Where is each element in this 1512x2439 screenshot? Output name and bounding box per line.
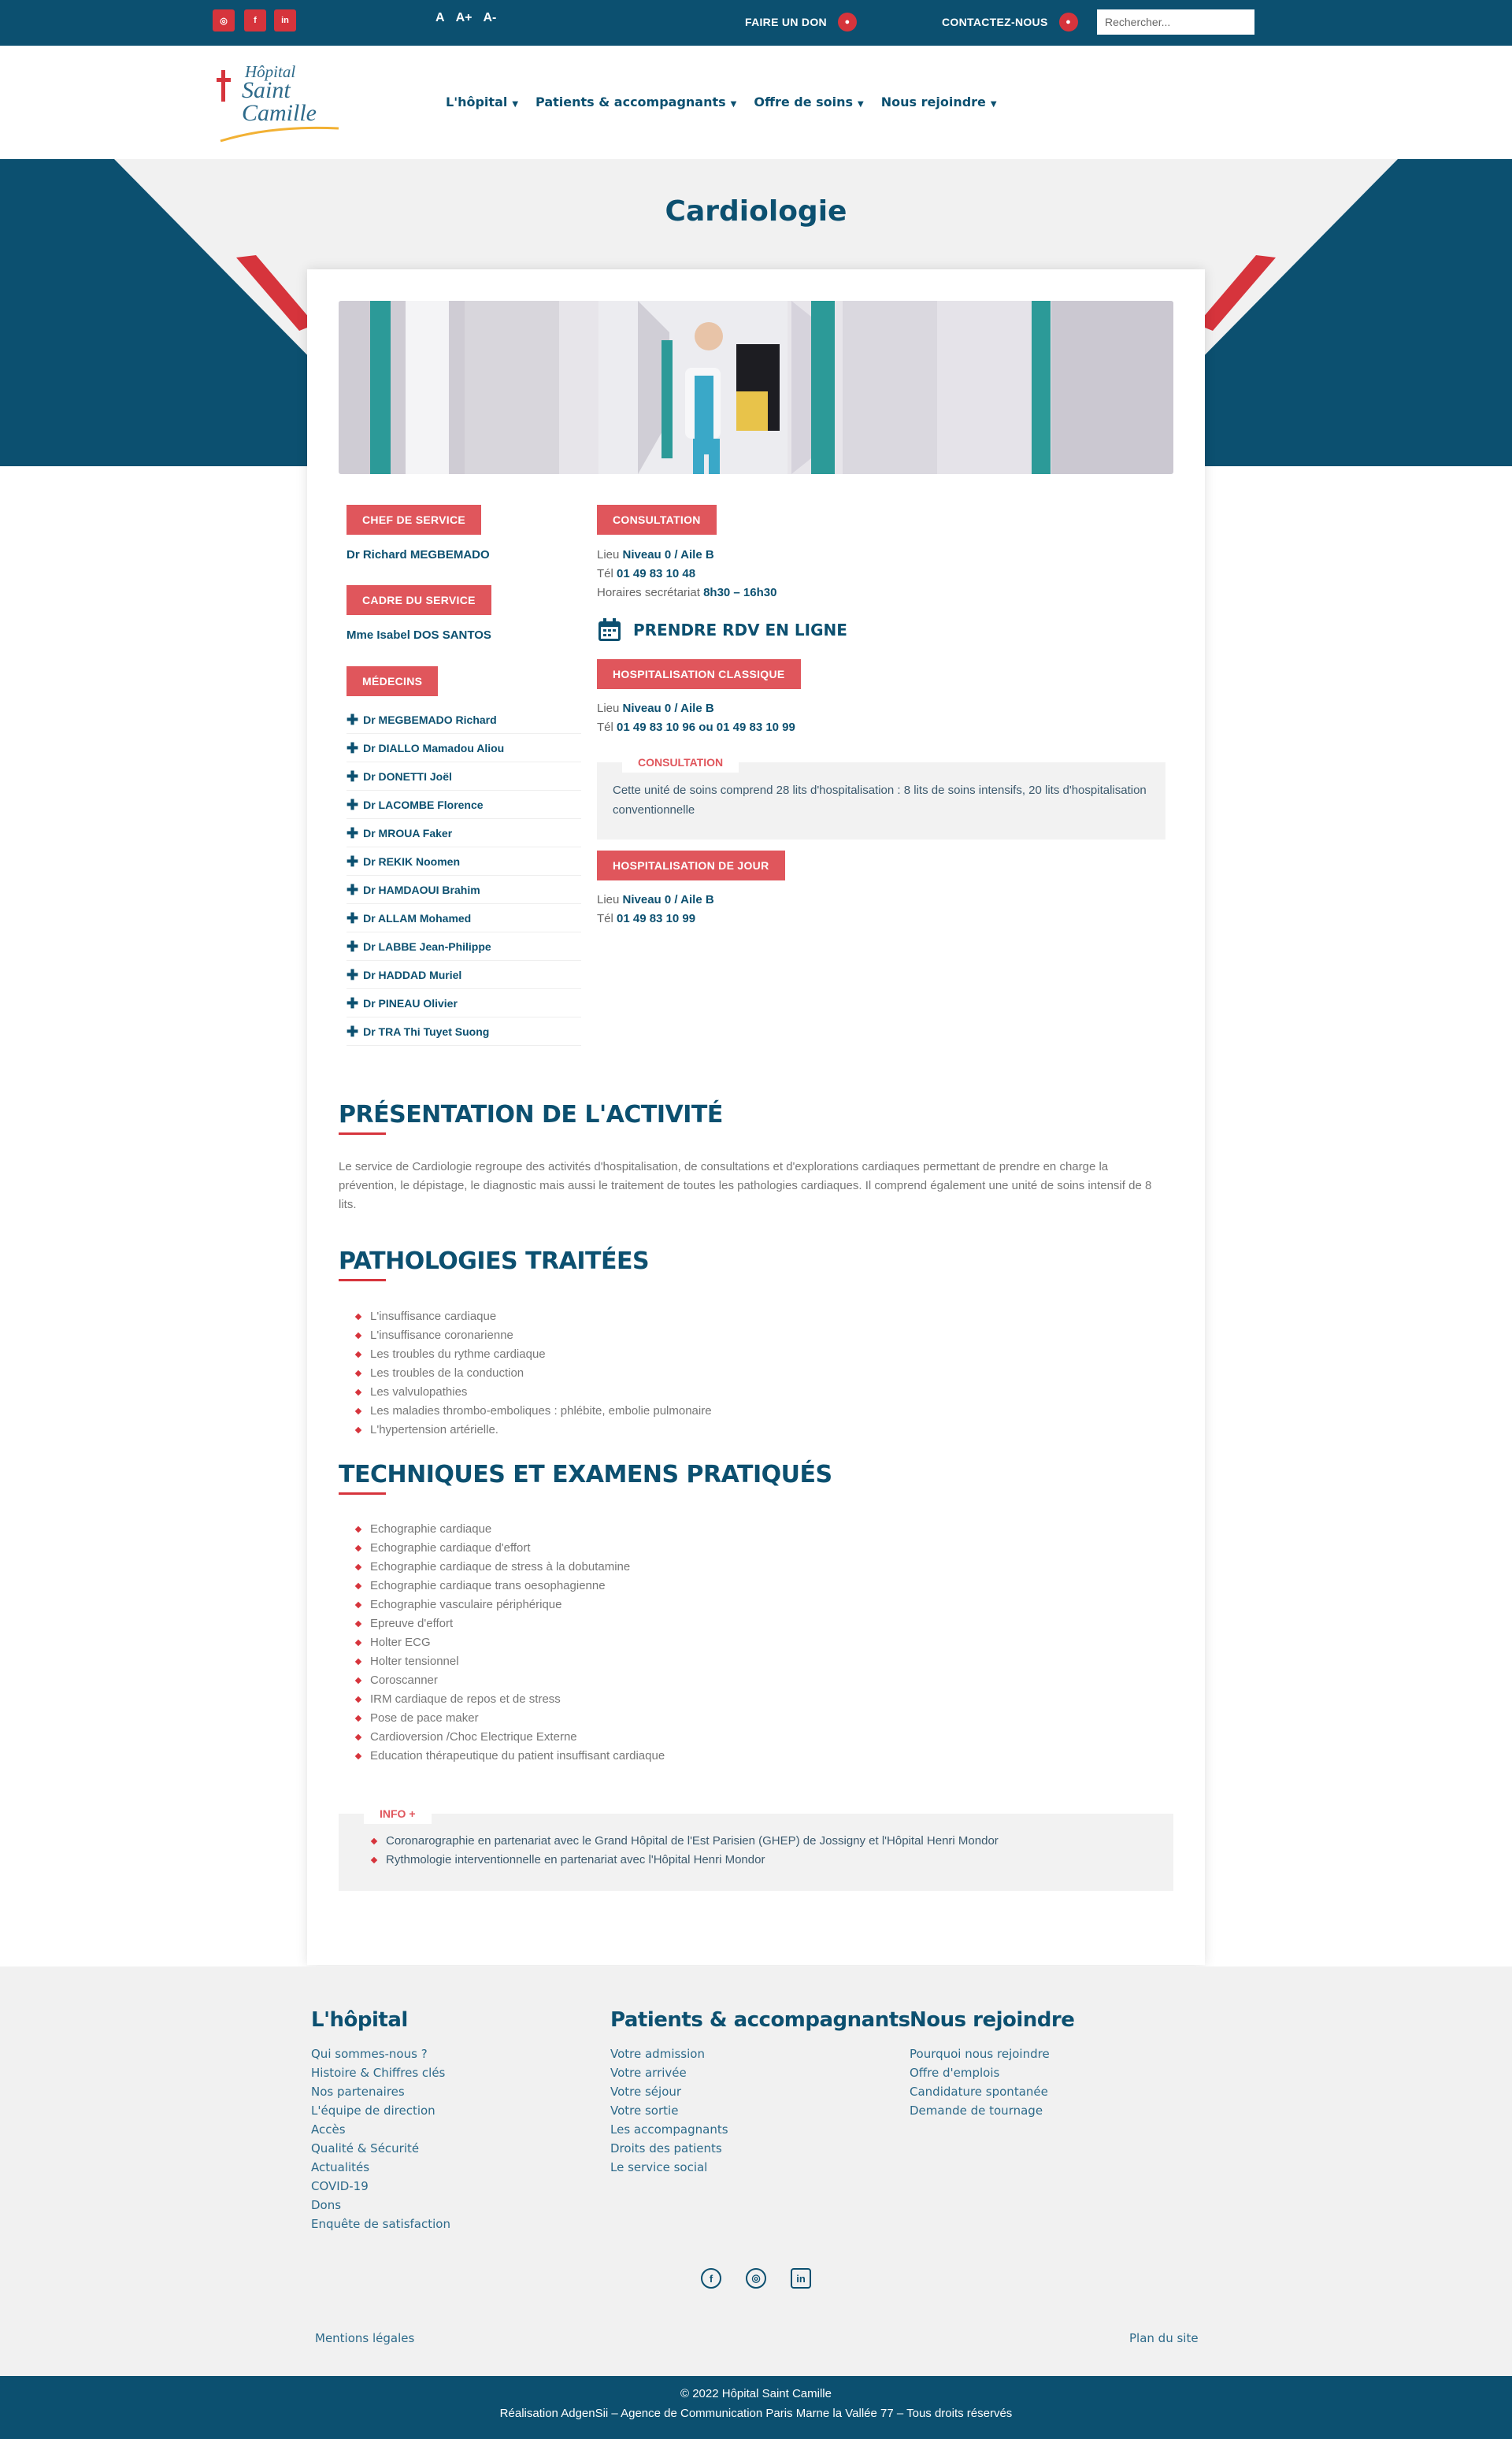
doctor-item[interactable]: ✚ Dr HAMDAOUI Brahim <box>346 876 581 904</box>
hospit-jour-badge: HOSPITALISATION DE JOUR <box>597 851 785 880</box>
top-bar <box>0 0 1512 46</box>
nav-hopital[interactable]: L'hôpital ▼ <box>446 95 519 109</box>
doctor-item[interactable]: ✚ Dr REKIK Noomen <box>346 847 581 876</box>
footer-link[interactable]: COVID-19 <box>311 2179 369 2193</box>
footer-link[interactable]: Demande de tournage <box>910 2104 1043 2118</box>
chevron-down-icon: ▼ <box>512 100 519 109</box>
chef-service-badge: CHEF DE SERVICE <box>346 505 481 535</box>
footer-link[interactable]: Le service social <box>610 2160 708 2174</box>
footer-link[interactable]: Qualité & Sécurité <box>311 2141 420 2155</box>
footer-link[interactable]: Histoire & Chiffres clés <box>311 2066 446 2080</box>
plus-icon: ✚ <box>346 938 359 954</box>
doctor-item[interactable]: ✚ Dr MEGBEMADO Richard <box>346 706 581 734</box>
hospit-classique-badge: HOSPITALISATION CLASSIQUE <box>597 659 801 689</box>
footer-link[interactable]: Votre sortie <box>610 2104 679 2118</box>
footer-link[interactable]: Les accompagnants <box>610 2122 728 2137</box>
footer-col-hopital <box>311 2008 450 2233</box>
contact-link[interactable] <box>942 13 1078 32</box>
footer-col-rejoindre <box>910 2008 1074 2120</box>
copyright-text: © 2022 Hôpital Saint Camille <box>680 2387 832 2400</box>
info-list <box>372 1832 999 1870</box>
footer-link[interactable]: Actualités <box>311 2160 370 2174</box>
list-item: Epreuve d'effort <box>356 1614 665 1633</box>
list-item: Echographie cardiaque d'effort <box>356 1539 665 1558</box>
footer-link[interactable]: Qui sommes-nous ? <box>311 2047 428 2061</box>
techniques-list <box>356 1520 665 1766</box>
donate-link[interactable] <box>745 13 857 32</box>
font-increase-button[interactable]: A+ <box>455 11 472 24</box>
list-item: Les troubles de la conduction <box>356 1364 712 1383</box>
info-tag: INFO + <box>364 1803 432 1824</box>
logo-line2: Saint <box>242 77 291 103</box>
doctor-item[interactable]: ✚ Dr TRA Thi Tuyet Suong <box>346 1017 581 1046</box>
footer-link[interactable]: Votre séjour <box>610 2085 682 2099</box>
presentation-heading: PRÉSENTATION DE L'ACTIVITÉ <box>339 1101 723 1129</box>
plus-icon: ✚ <box>346 711 359 728</box>
font-normal-button[interactable]: A <box>435 11 445 24</box>
footer-col-title: Nous rejoindre <box>910 2008 1075 2032</box>
list-item: Coroscanner <box>356 1671 665 1690</box>
list-item: Les maladies thrombo-emboliques : phlébite, embolie pulmonaire <box>356 1402 712 1421</box>
main-nav <box>446 95 997 109</box>
heading-underline <box>339 1492 386 1495</box>
list-item: Echographie cardiaque trans oesophagienne <box>356 1577 665 1596</box>
list-item: Echographie cardiaque de stress à la dobutamine <box>356 1558 665 1577</box>
linkedin-icon[interactable]: in <box>791 2268 811 2289</box>
techniques-heading: TECHNIQUES ET EXAMENS PRATIQUÉS <box>339 1461 832 1488</box>
instagram-icon[interactable]: ◎ <box>746 2268 766 2289</box>
doctor-item[interactable]: ✚ Dr LABBE Jean-Philippe <box>346 932 581 961</box>
list-item: Pose de pace maker <box>356 1709 665 1728</box>
hospit-classique-info: Lieu Niveau 0 / Aile B Tél 01 49 83 10 96 ou 01 49 83 10 99 <box>597 702 795 734</box>
footer-col-title: L'hôpital <box>311 2008 408 2032</box>
footer-link[interactable]: Nos partenaires <box>311 2085 405 2099</box>
font-size-controls <box>435 11 496 25</box>
linkedin-icon[interactable]: in <box>274 9 296 32</box>
service-photo <box>339 301 1173 474</box>
plus-icon: ✚ <box>346 1023 359 1040</box>
list-item: Les valvulopathies <box>356 1383 712 1402</box>
doctor-item[interactable]: ✚ Dr PINEAU Olivier <box>346 989 581 1017</box>
plus-icon: ✚ <box>346 825 359 841</box>
heading-underline <box>339 1279 386 1281</box>
plus-icon: ✚ <box>346 966 359 983</box>
plus-icon: ✚ <box>346 739 359 756</box>
doctor-item[interactable]: ✚ Dr DIALLO Mamadou Aliou <box>346 734 581 762</box>
page-title: Cardiologie <box>665 195 847 228</box>
copyright-bar <box>0 2376 1512 2439</box>
doctor-item[interactable]: ✚ Dr ALLAM Mohamed <box>346 904 581 932</box>
logo-line3: Camille <box>242 100 317 126</box>
heading-underline <box>339 1132 386 1135</box>
list-item: Les troubles du rythme cardiaque <box>356 1345 712 1364</box>
cadre-service-name: Mme Isabel DOS SANTOS <box>346 628 491 642</box>
list-item: L'insuffisance coronarienne <box>356 1326 712 1345</box>
doctor-item[interactable]: ✚ Dr MROUA Faker <box>346 819 581 847</box>
doctor-item[interactable]: ✚ Dr DONETTI Joël <box>346 762 581 791</box>
hospit-jour-info: Lieu Niveau 0 / Aile B Tél 01 49 83 10 99 <box>597 893 714 925</box>
chevron-down-icon: ▼ <box>858 100 864 109</box>
footer-link[interactable]: Dons <box>311 2198 342 2212</box>
footer-link[interactable]: Candidature spontanée <box>910 2085 1048 2099</box>
doctor-item[interactable]: ✚ Dr HADDAD Muriel <box>346 961 581 989</box>
calendar-icon <box>597 617 622 643</box>
footer-link[interactable]: L'équipe de direction <box>311 2104 435 2118</box>
instagram-icon[interactable]: ◎ <box>213 9 235 32</box>
list-item: Holter tensionnel <box>356 1652 665 1671</box>
plus-icon: ✚ <box>346 910 359 926</box>
contact-label: CONTACTEZ-NOUS <box>942 16 1048 28</box>
facebook-icon[interactable]: f <box>701 2268 721 2289</box>
list-item: Rythmologie interventionnelle en partenariat avec l'Hôpital Henri Mondor <box>372 1851 999 1870</box>
chef-service-name: Dr Richard MEGBEMADO <box>346 548 490 562</box>
credits-text[interactable]: Réalisation AdgenSii – Agence de Communication Paris Marne la Vallée 77 – Tous droits réservés <box>499 2407 1013 2420</box>
nav-offre-soins[interactable]: Offre de soins ▼ <box>754 95 864 109</box>
user-icon: ● <box>838 13 857 32</box>
list-item: Coronarographie en partenariat avec le Grand Hôpital de l'Est Parisien (GHEP) de Jossigny et l'Hôpital Henri Mondor <box>372 1832 999 1851</box>
list-item: Holter ECG <box>356 1633 665 1652</box>
logo-line1: Hôpital <box>245 62 296 81</box>
plus-icon: ✚ <box>346 881 359 898</box>
list-item: L'hypertension artérielle. <box>356 1421 712 1440</box>
search-input[interactable] <box>1097 9 1254 35</box>
list-item: Echographie vasculaire périphérique <box>356 1596 665 1614</box>
user-circle-icon: ● <box>1059 13 1078 32</box>
plus-icon: ✚ <box>346 853 359 869</box>
list-item: Education thérapeutique du patient insuffisant cardiaque <box>356 1747 665 1766</box>
unit-note-text: Cette unité de soins comprend 28 lits d'hospitalisation : 8 lits de soins intensifs, 20 lits d'hospitalisation conventionnelle <box>613 784 1147 817</box>
pathologies-list <box>356 1307 712 1440</box>
chevron-down-icon: ▼ <box>990 100 997 109</box>
presentation-text: Le service de Cardiologie regroupe des activités d'hospitalisation, de consultations et d'explorations cardiaques permettant de prendre en charge la prévention, le dépistage, le diagnostic mais aussi le traitement de toutes les pathologies cardiaques. Il comprend également une unité de soins intensif de 8 lits. <box>339 1160 1152 1211</box>
font-decrease-button[interactable]: A- <box>483 11 497 24</box>
cadre-service-badge: CADRE DU SERVICE <box>346 585 491 615</box>
footer-link[interactable]: Enquête de satisfaction <box>311 2217 450 2231</box>
list-item: IRM cardiaque de repos et de stress <box>356 1690 665 1709</box>
nav-patients[interactable]: Patients & accompagnants ▼ <box>536 95 737 109</box>
nav-rejoindre[interactable]: Nous rejoindre ▼ <box>880 95 997 109</box>
consultation-badge: CONSULTATION <box>597 505 717 535</box>
medecins-badge: MÉDECINS <box>346 666 438 696</box>
footer-col-title: Patients & accompagnants <box>610 2008 910 2032</box>
consultation-info: Lieu Niveau 0 / Aile B Tél 01 49 83 10 48 Horaires secrétariat 8h30 – 16h30 <box>597 548 777 599</box>
donate-label: FAIRE UN DON <box>745 16 827 28</box>
facebook-icon[interactable]: f <box>244 9 266 32</box>
hospital-logo[interactable] <box>217 59 343 146</box>
footer-link[interactable]: Offre d'emplois <box>910 2066 1000 2080</box>
doctors-list <box>346 706 581 1046</box>
list-item: L'insuffisance cardiaque <box>356 1307 712 1326</box>
footer-link[interactable]: Pourquoi nous rejoindre <box>910 2047 1050 2061</box>
online-appointment-link[interactable]: PRENDRE RDV EN LIGNE <box>597 617 847 643</box>
plus-icon: ✚ <box>346 768 359 784</box>
list-item: Echographie cardiaque <box>356 1520 665 1539</box>
chevron-down-icon: ▼ <box>730 100 737 109</box>
pathologies-heading: PATHOLOGIES TRAITÉES <box>339 1247 650 1275</box>
plus-icon: ✚ <box>346 995 359 1011</box>
unit-note-tag: CONSULTATION <box>622 752 739 773</box>
sitemap-link[interactable]: Plan du site <box>1129 2331 1199 2345</box>
footer-link[interactable]: Droits des patients <box>610 2141 722 2155</box>
plus-icon: ✚ <box>346 796 359 813</box>
footer-link[interactable]: Accès <box>311 2122 346 2137</box>
doctor-item[interactable]: ✚ Dr LACOMBE Florence <box>346 791 581 819</box>
footer-link[interactable]: Votre arrivée <box>610 2066 687 2080</box>
footer-link[interactable]: Votre admission <box>610 2047 705 2061</box>
footer-col-patients <box>610 2008 910 2177</box>
list-item: Cardioversion /Choc Electrique Externe <box>356 1728 665 1747</box>
legal-link[interactable]: Mentions légales <box>315 2331 415 2345</box>
